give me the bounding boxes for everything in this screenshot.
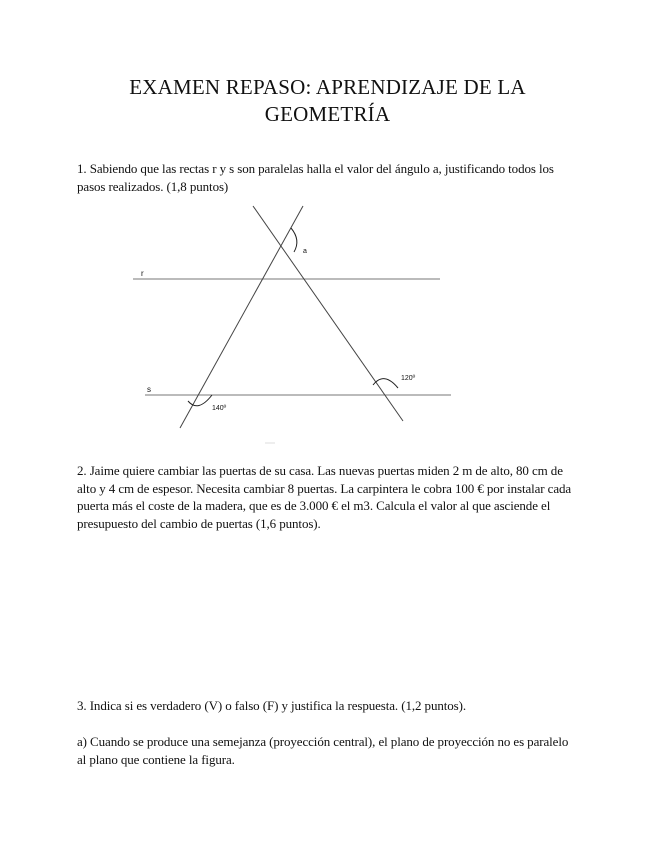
question-1: 1. Sabiendo que las rectas r y s son paralelas halla el valor del ángulo a, justificando todos los pasos realizados. (1,8 puntos) <box>77 161 554 194</box>
page-title: EXAMEN REPASO: APRENDIZAJE DE LA GEOMETRÍA <box>129 75 526 126</box>
label-120: 120º <box>401 375 416 382</box>
question-3a: a) Cuando se produce una semejanza (proyección central), el plano de proyección no es paralelo al plano que contiene la figura. <box>77 734 569 767</box>
geometry-figure <box>0 195 655 455</box>
label-s: s <box>147 385 151 394</box>
label-140: 140º <box>212 405 227 412</box>
label-r: r <box>141 269 144 278</box>
angle-a-arc <box>291 228 297 252</box>
question-2: 2. Jaime quiere cambiar las puertas de su casa. Las nuevas puertas miden 2 m de alto, 80 cm de alto y 4 cm de espesor. Necesita cambiar 8 puertas. La carpintera le cobra 100 € por instalar cada puerta más el coste de la madera, que es de 3.000 € el m3. Calcula el valor al que asciende el presupuesto del cambio de puertas (1,6 puntos). <box>77 463 572 531</box>
transversal-right <box>253 206 403 421</box>
label-a: a <box>303 248 307 255</box>
angle-140-arc <box>188 395 212 406</box>
question-3: 3. Indica si es verdadero (V) o falso (F) y justifica la respuesta. (1,2 puntos). <box>77 698 467 713</box>
